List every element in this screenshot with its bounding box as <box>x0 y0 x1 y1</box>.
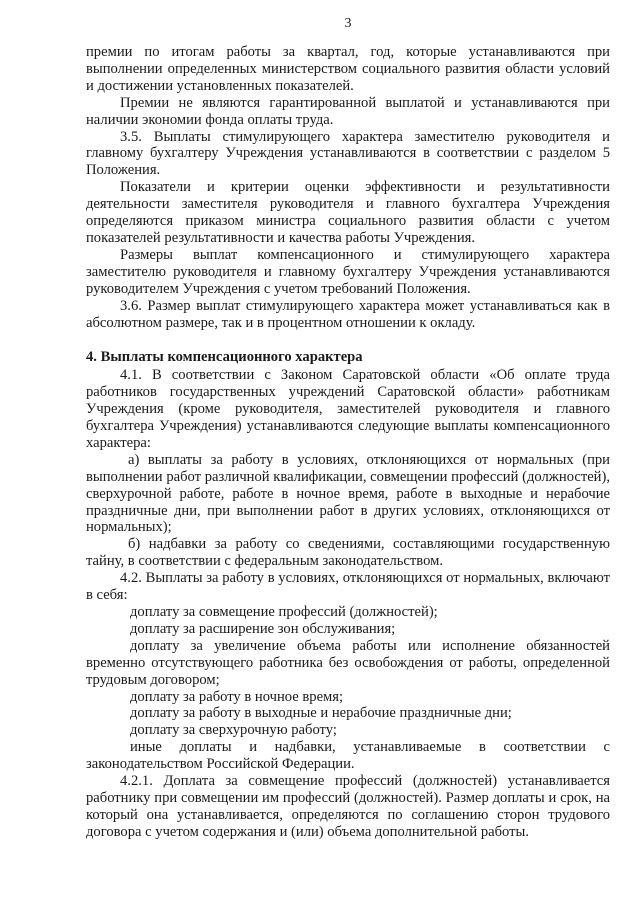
list-item: доплату за совмещение профессий (должностей); <box>130 604 438 620</box>
paragraph: 4.2.1. Доплата за совмещение профессий (должностей) устанавливается работнику при совмещении им профессий (должностей). Размер доплаты и срок, на который она устанавливается, определяются по соглашению сторон трудового договора с учетом содержания и (или) объема дополнительной работы. <box>86 773 610 840</box>
paragraph: б) надбавки за работу со сведениями, составляющими государственную тайну, в соответствии с федеральным законодательством. <box>86 536 610 570</box>
list-item: доплату за расширение зон обслуживания; <box>130 620 396 637</box>
list-item: доплату за работу в выходные и нерабочие праздничные дни; <box>130 705 512 722</box>
paragraph: Размеры выплат компенсационного и стимулирующего характера заместителю руководителя и главному бухгалтеру Учреждения устанавливаются руководителем Учреждения с учетом требований Положения. <box>86 246 610 297</box>
section-heading: 4. Выплаты компенсационного характера <box>86 349 363 366</box>
paragraph: 3.6. Размер выплат стимулирующего характера может устанавливаться как в абсолютном размере, так и в процентном отношении к окладу. <box>86 297 610 331</box>
list-item: доплату за сверхурочную работу; <box>130 722 337 739</box>
paragraph: а) выплаты за работу в условиях, отклоняющихся от нормальных (при выполнении работ различной квалификации, совмещении профессий (должностей), сверхурочной работе, работе в ночное время, работе в выходные и нерабочие праздничные дни, при выполнении работ в других условиях, отклоняющихся от нормальных); <box>86 451 610 536</box>
page-number: 3 <box>344 16 352 31</box>
list-item: доплату за работу в ночное время; <box>130 688 344 705</box>
paragraph: 4.2. Выплаты за работу в условиях, отклоняющихся от нормальных, включают в себя: <box>86 570 610 604</box>
paragraph: премии по итогам работы за квартал, год, которые устанавливаются при выполнении определенных министерством социального развития области условий и достижении установленных показателей. <box>86 44 610 94</box>
paragraph: Премии не являются гарантированной выплатой и устанавливаются при наличии экономии фонда оплаты труда. <box>86 94 610 128</box>
document-body <box>86 44 610 841</box>
paragraph: Показатели и критерии оценки эффективности и результативности деятельности заместителя руководителя и главного бухгалтера Учреждения определяются приказом министра социального развития области с учетом показателей результативности и качества работы Учреждения. <box>86 179 610 246</box>
list-item: доплату за увеличение объема работы или исполнение обязанностей временно отсутствующего работника без освобождения от работы, определенной трудовым договором; <box>86 637 610 688</box>
paragraph: 4.1. В соответствии с Законом Саратовской области «Об оплате труда работников государственных учреждений Саратовской области» работникам Учреждения (кроме руководителя, заместителей руководителя и главного бухгалтера Учреждения) устанавливаются следующие выплаты компенсационного характера: <box>86 367 610 451</box>
list-item: иные доплаты и надбавки, устанавливаемые в соответствии с законодательством Российской Федерации. <box>86 739 610 773</box>
paragraph: 3.5. Выплаты стимулирующего характера заместителю руководителя и главному бухгалтеру Учреждения устанавливаются в соответствии с разделом 5 Положения. <box>86 128 610 179</box>
